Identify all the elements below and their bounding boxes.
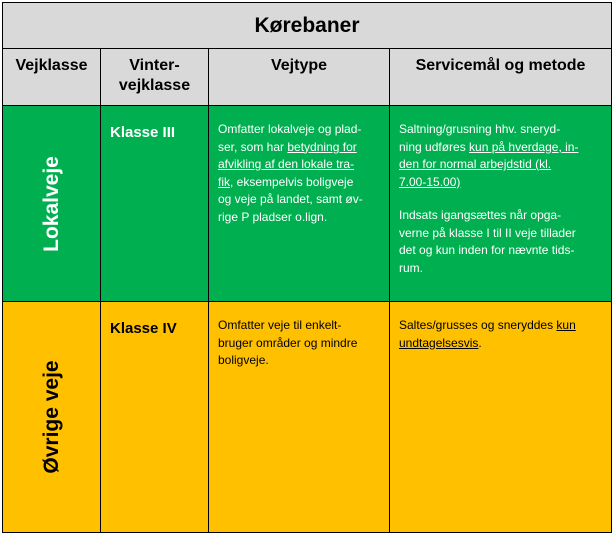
text-line: rige P pladser o.lign. xyxy=(218,209,328,224)
service-paragraph xyxy=(399,121,605,191)
underlined-text: undtagelsesvis xyxy=(399,335,479,350)
title-row xyxy=(3,3,612,49)
text-line: bruger områder og mindre xyxy=(218,335,358,350)
vejtype-cell xyxy=(209,302,390,533)
text-line: , eksempelvis boligveje xyxy=(230,174,354,189)
category-label: Øvrige veje xyxy=(39,360,63,474)
category-cell-oevrige-veje xyxy=(3,302,101,533)
vejtype-cell xyxy=(209,106,390,302)
text-line: . xyxy=(478,335,482,350)
underlined-text: den for normal arbejdstid (kl. xyxy=(399,157,552,171)
text-line: og veje på landet, samt øv- xyxy=(218,192,363,206)
text-line: ser, som har xyxy=(218,139,288,154)
text-line: ning udføres xyxy=(399,139,470,154)
text-line: det og kun inden for nævnte tids- xyxy=(399,243,575,257)
underlined-text: 7.00-15.00) xyxy=(399,174,461,189)
text-line: rum. xyxy=(399,260,423,275)
underlined-text: betydning for xyxy=(287,139,357,154)
klasse-cell: Klasse III xyxy=(101,106,209,302)
text-line: Saltning/grusning hhv. sneryd- xyxy=(399,122,561,136)
text-line: verne på klasse I til II veje tillader xyxy=(399,225,576,240)
underlined-text: afvikling af den lokale tra- xyxy=(218,157,355,171)
table-title: Kørebaner xyxy=(3,3,612,49)
header-vejklasse: Vejklasse xyxy=(3,49,101,106)
header-vinter-line2: vejklasse xyxy=(118,77,191,94)
table-row-oevrige-veje xyxy=(3,302,612,533)
underlined-text: kun xyxy=(556,318,576,332)
header-vintervejklasse xyxy=(101,49,209,106)
text-line: Indsats igangsættes når opga- xyxy=(399,208,562,222)
underlined-text: fik xyxy=(218,174,230,189)
service-cell xyxy=(390,106,612,302)
text-line: boligveje. xyxy=(218,353,269,367)
header-row xyxy=(3,49,612,106)
text-line: Omfatter lokalveje og plad- xyxy=(218,122,362,136)
table-row-lokalveje xyxy=(3,106,612,302)
service-cell xyxy=(390,302,612,533)
category-label: Lokalveje xyxy=(39,155,63,252)
category-cell-lokalveje xyxy=(3,106,101,302)
klasse-cell: Klasse IV xyxy=(101,302,209,533)
underlined-text: kun på hverdage, in- xyxy=(469,139,579,154)
header-service: Servicemål og metode xyxy=(390,49,612,106)
header-vinter-line1: Vinter- xyxy=(129,57,180,74)
koerebaner-table xyxy=(2,2,612,533)
service-paragraph xyxy=(399,207,605,277)
text-line: Saltes/grusses og sneryddes xyxy=(399,318,557,332)
text-line: Omfatter veje til enkelt- xyxy=(218,318,342,332)
header-vejtype: Vejtype xyxy=(209,49,390,106)
